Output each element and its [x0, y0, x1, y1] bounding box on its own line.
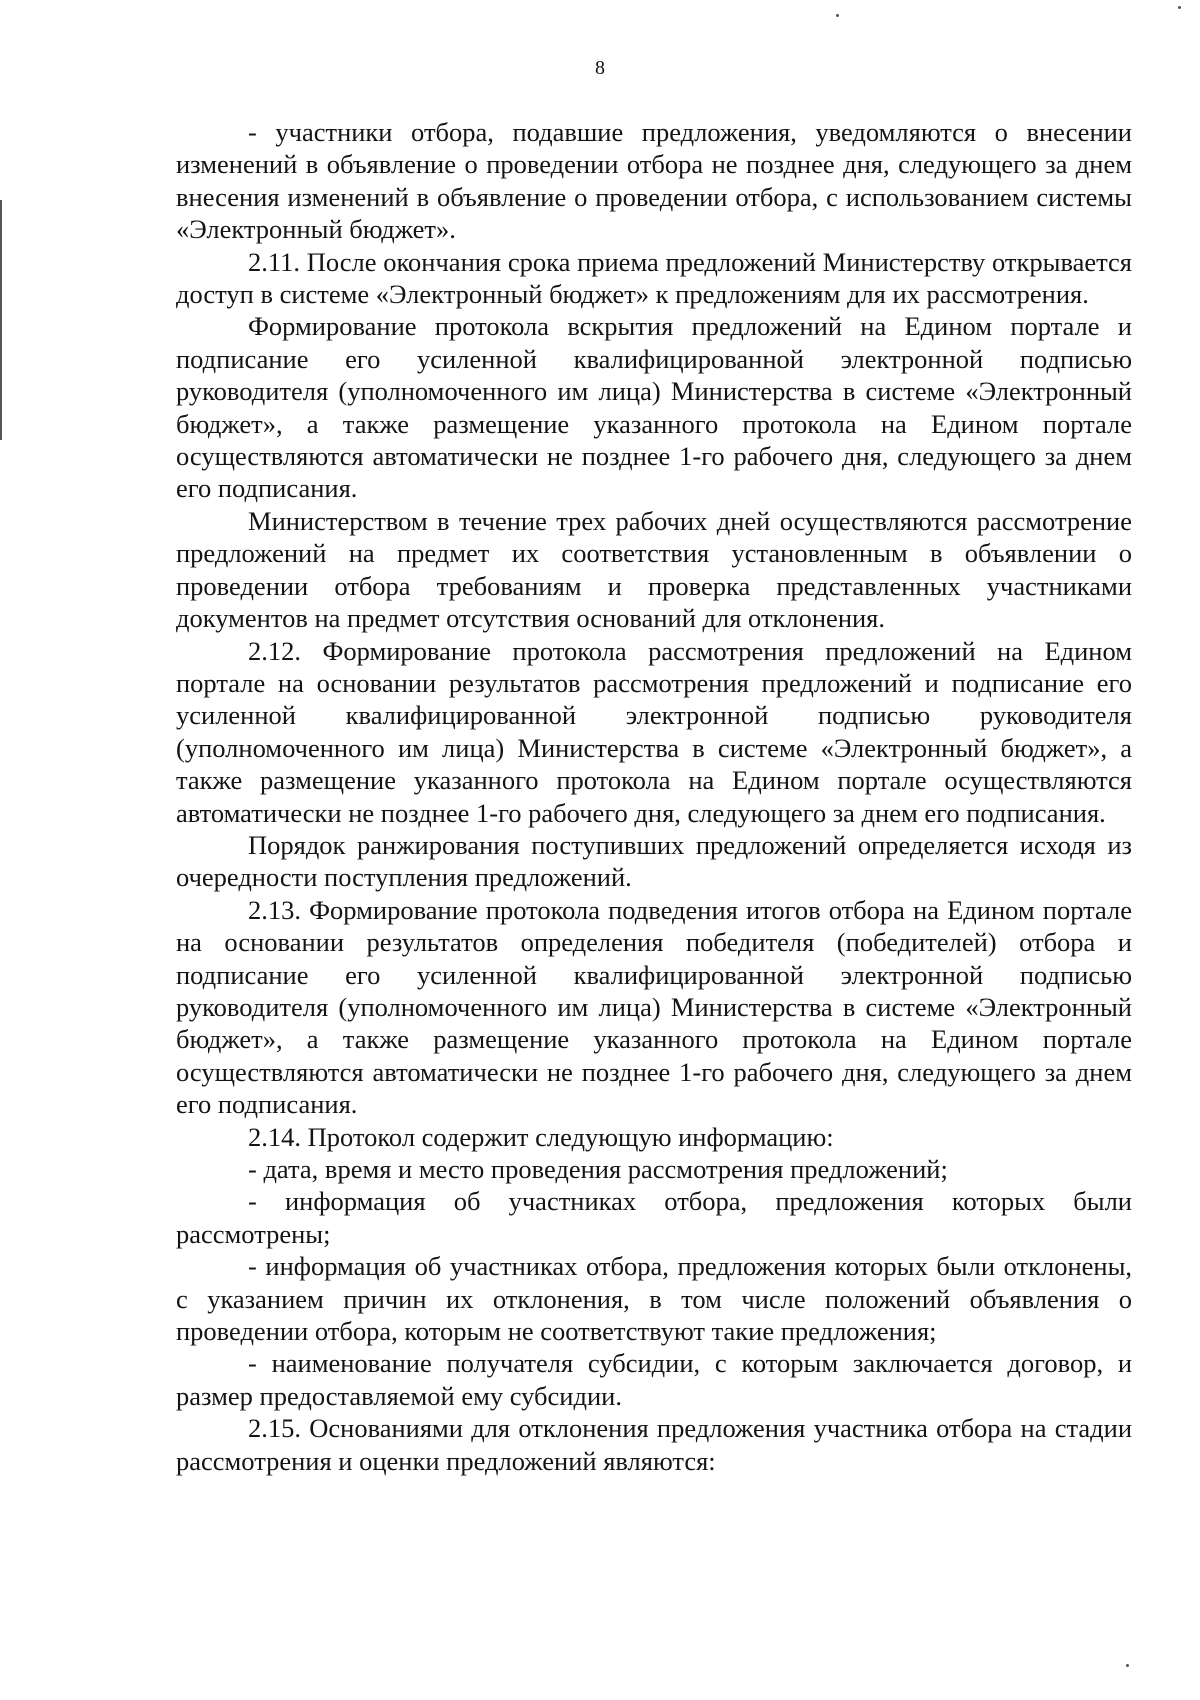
paragraph: Министерством в течение трех рабочих дней осуществляются рассмотрение предложений на предмет их соответствия установленным в объявлении о проведении отбора требованиям и проверка представленных участниками документов на предмет отсутствия оснований для отклонения. [176, 505, 1132, 634]
paragraph: - информация об участниках отбора, предложения которых были рассмотрены; [176, 1186, 1132, 1249]
page-number: 8 [595, 57, 605, 79]
scan-edge-mark [0, 200, 2, 440]
paragraph: 2.14. Протокол содержит следующую информацию: [248, 1121, 834, 1152]
paragraph: Порядок ранжирования поступивших предложений определяется исходя из очередности поступления предложений. [176, 829, 1132, 893]
paragraph: - участники отбора, подавшие предложения, уведомляются о внесении изменений в объявление о проведении отбора не позднее дня, следующего за днем внесения изменений в объявление о проведении отбора, с использованием системы «Электронный бюджет». [176, 117, 1132, 245]
scan-dot-mark [1126, 1664, 1129, 1667]
paragraph: 2.12. Формирование протокола рассмотрения предложений на Едином портале на основании результатов рассмотрения предложений и подписание его усиленной квалифицированной электронной подписью руководителя (уполномоченного им лица) Министерства в системе «Электронный бюджет», а также размещение указанного протокола на Едином портале осуществляются автоматически не позднее 1-го рабочего дня, следующего за днем его подписания. [176, 635, 1132, 828]
paragraph: - наименование получателя субсидии, с которым заключается договор, и размер предоставляемой ему субсидии. [176, 1348, 1132, 1411]
scan-dot-mark [836, 14, 839, 17]
paragraph: - информация об участниках отбора, предложения которых были отклонены, с указанием причин их отклонения, в том числе положений объявления о проведении отбора, которым не соответствуют такие предложения; [176, 1251, 1132, 1347]
paragraph: 2.11. После окончания срока приема предложений Министерству открывается доступ в системе «Электронный бюджет» к предложениям для их рассмотрения. [176, 246, 1132, 310]
paragraph: Формирование протокола вскрытия предложений на Едином портале и подписание его усиленной квалифицированной электронной подписью руководителя (уполномоченного им лица) Министерства в системе «Электронный бюджет», а также размещение указанного протокола на Едином портале осуществляются автоматически не позднее 1-го рабочего дня, следующего за днем его подписания. [176, 311, 1132, 504]
paragraph: 2.15. Основаниями для отклонения предложения участника отбора на стадии рассмотрения и оценки предложений являются: [176, 1413, 1132, 1476]
document-body [176, 116, 1132, 1477]
paragraph: 2.13. Формирование протокола подведения итогов отбора на Едином портале на основании результатов определения победителя (победителей) отбора и подписание его усиленной квалифицированной электронной подписью руководителя (уполномоченного им лица) Министерства в системе «Электронный бюджет», а также размещение указанного протокола на Едином портале осуществляются автоматически не позднее 1-го рабочего дня, следующего за днем его подписания. [176, 894, 1132, 1120]
paragraph: - дата, время и место проведения рассмотрения предложений; [248, 1154, 948, 1184]
scan-dot-mark [1178, 6, 1181, 9]
